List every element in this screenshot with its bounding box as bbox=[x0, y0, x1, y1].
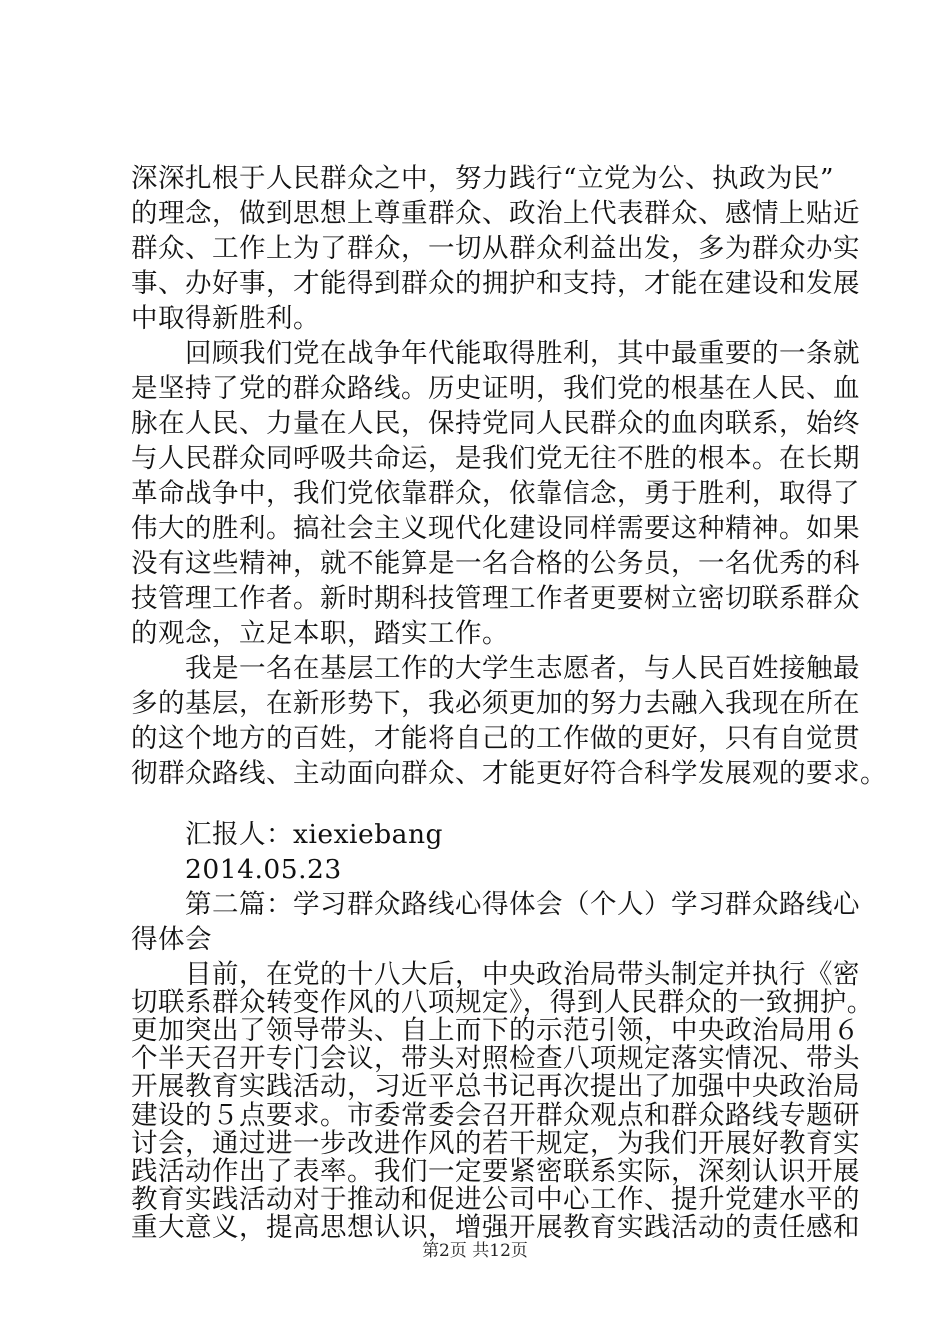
text-line: 群众、工作上为了群众，一切从群众利益出发，多为群众办实 bbox=[131, 233, 860, 264]
text-line: 没有这些精神，就不能算是一名合格的公务员，一名优秀的科 bbox=[131, 548, 860, 579]
text-line: 个半天召开专门会议，带头对照检查八项规定落实情况、带头 bbox=[131, 1043, 860, 1074]
text-line: 目前，在党的十八大后，中央政治局带头制定并执行《密 bbox=[131, 959, 860, 990]
reporter-line: 汇报人：xiexiebang bbox=[131, 819, 443, 850]
text-line: 的这个地方的百姓，才能将自己的工作做的更好，只有自觉贯 bbox=[131, 723, 860, 754]
text-line: 中取得新胜利。 bbox=[131, 303, 320, 334]
text-line: 深深扎根于人民群众之中，努力践行“立党为公、执政为民” bbox=[131, 163, 835, 194]
page-footer: 第2页 共12页 bbox=[422, 1241, 528, 1261]
section-heading-continued: 得体会 bbox=[131, 924, 212, 955]
text-line: 的理念，做到思想上尊重群众、政治上代表群众、感情上贴近 bbox=[131, 198, 860, 229]
text-line: 重大意义，提高思想认识，增强开展教育实践活动的责任感和 bbox=[131, 1212, 860, 1243]
text-line: 践活动作出了表率。我们一定要紧密联系实际，深刻认识开展 bbox=[131, 1156, 860, 1187]
date-line: 2014.05.23 bbox=[131, 854, 342, 885]
text-line: 伟大的胜利。搞社会主义现代化建设同样需要这种精神。如果 bbox=[131, 513, 860, 544]
text-line: 教育实践活动对于推动和促进公司中心工作、提升党建水平的 bbox=[131, 1184, 860, 1215]
text-line: 多的基层，在新形势下，我必须更加的努力去融入我现在所在 bbox=[131, 688, 860, 719]
text-line: 我是一名在基层工作的大学生志愿者，与人民百姓接触最 bbox=[131, 653, 860, 684]
text-line: 的观念，立足本职，踏实工作。 bbox=[131, 618, 509, 649]
text-line: 是坚持了党的群众路线。历史证明，我们党的根基在人民、血 bbox=[131, 373, 860, 404]
text-line: 技管理工作者。新时期科技管理工作者更要树立密切联系群众 bbox=[131, 583, 860, 614]
text-line: 回顾我们党在战争年代能取得胜利，其中最重要的一条就 bbox=[131, 338, 860, 369]
text-line: 更加突出了领导带头、自上而下的示范引领，中央政治局用６ bbox=[131, 1015, 860, 1046]
section-heading: 第二篇：学习群众路线心得体会（个人）学习群众路线心 bbox=[131, 889, 860, 920]
text-line: 脉在人民、力量在人民，保持党同人民群众的血肉联系，始终 bbox=[131, 408, 860, 439]
text-line: 彻群众路线、主动面向群众、才能更好符合科学发展观的要求。 bbox=[131, 758, 887, 789]
text-line: 事、办好事，才能得到群众的拥护和支持，才能在建设和发展 bbox=[131, 268, 860, 299]
text-line: 讨会，通过进一步改进作风的若干规定，为我们开展好教育实 bbox=[131, 1128, 860, 1159]
text-line: 与人民群众同呼吸共命运，是我们党无往不胜的根本。在长期 bbox=[131, 443, 860, 474]
text-line: 开展教育实践活动，习近平总书记再次提出了加强中央政治局 bbox=[131, 1071, 860, 1102]
text-line: 革命战争中，我们党依靠群众，依靠信念，勇于胜利，取得了 bbox=[131, 478, 860, 509]
text-line: 建设的５点要求。市委常委会召开群众观点和群众路线专题研 bbox=[131, 1100, 860, 1131]
text-line: 切联系群众转变作风的八项规定》，得到人民群众的一致拥护。 bbox=[131, 987, 874, 1018]
